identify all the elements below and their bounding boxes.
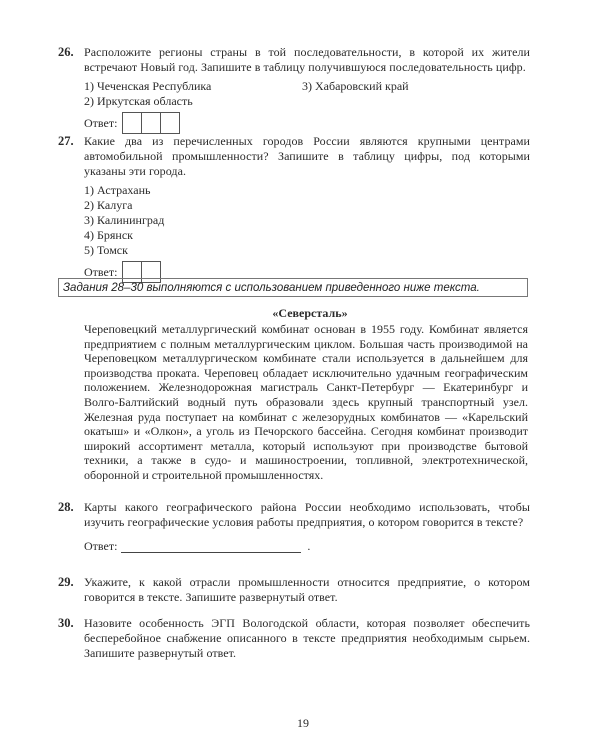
- question-number: 28.: [58, 500, 74, 514]
- article-title: «Северсталь»: [272, 306, 348, 320]
- answer-label: Ответ:: [84, 115, 118, 130]
- question-29: [58, 575, 530, 605]
- question-text: Укажите, к какой отрасли промышленности относится предприятие, о котором говорится в тексте. Запишите развернутый ответ.: [84, 575, 530, 604]
- answer-line-input[interactable]: [121, 540, 301, 553]
- option-list: [84, 79, 530, 109]
- answer-label: Ответ:: [84, 539, 118, 553]
- answer-cell-2[interactable]: [142, 113, 161, 133]
- option-2: 2) Калуга: [84, 198, 133, 212]
- option-3: 3) Хабаровский край: [302, 79, 409, 93]
- option-2: 2) Иркутская область: [84, 94, 193, 108]
- option-1: 1) Чеченская Республика: [84, 79, 212, 93]
- option-3: 3) Калининград: [84, 213, 165, 227]
- answer-cells: [122, 112, 180, 134]
- article: [84, 306, 528, 483]
- answer-row: [84, 112, 530, 134]
- question-text: Назовите особенность ЭГП Вологодской области, которая позволяет обеспечить бесперебойное снабжение описанного в тексте предприятия необходимым сырьем. Запишите развернутый ответ.: [84, 616, 530, 660]
- answer-label: Ответ:: [84, 264, 118, 279]
- question-text: Расположите регионы страны в той последовательности, в которой их жители встречают Новый год. Запишите в таблицу получившуюся последовательность цифр.: [84, 45, 530, 74]
- question-number: 30.: [58, 616, 74, 630]
- question-text: Карты какого географического района России необходимо использовать, чтобы изучить географические условия работы предприятия, о котором говорится в тексте?: [84, 500, 530, 529]
- answer-end-dot: .: [307, 539, 311, 553]
- answer-row: [84, 539, 530, 554]
- question-28: [58, 500, 530, 554]
- option-1: 1) Астрахань: [84, 183, 151, 197]
- question-26: [58, 45, 530, 134]
- question-number: 26.: [58, 45, 74, 59]
- question-30: [58, 616, 530, 661]
- question-number: 27.: [58, 134, 74, 148]
- option-list: [84, 183, 530, 258]
- answer-cell-1[interactable]: [123, 113, 142, 133]
- question-27: [58, 134, 530, 283]
- article-text: Череповецкий металлургический комбинат основан в 1955 году. Комбинат является предприятием с полным металлургическим циклом. Большая часть производимой на Череповецком металлургическом комбинате стали используется в дальнейшем для производства проката. Череповец обладает исключительно удачным географическим положением. Железнодорожная магистраль Санкт-Петербург — Екатеринбург и Волго-Балтийский водный путь образовали здесь крупный транспортный узел. Железная руда поступает на комбинат с железорудных комбинатов — «Карельский окатыш» и «Олкон», а уголь из Печорского бассейна. Сегодня комбинат производит широкий ассортимент металла, который используют при производстве бытовой техники, а также в судо- и машиностроении, топливной, электротехнической, оборонной и строительной промышленностях.: [84, 322, 528, 482]
- question-number: 29.: [58, 575, 74, 589]
- option-4: 4) Брянск: [84, 228, 133, 242]
- page-number: 19: [297, 716, 309, 730]
- question-text: Какие два из перечисленных городов России являются крупными центрами автомобильной промышленности? Запишите в таблицу цифры, под которыми указаны эти города.: [84, 134, 530, 178]
- tasks-notice: Задания 28–30 выполняются с использованием приведенного ниже текста.: [58, 278, 528, 297]
- option-5: 5) Томск: [84, 243, 128, 257]
- answer-cell-3[interactable]: [161, 113, 179, 133]
